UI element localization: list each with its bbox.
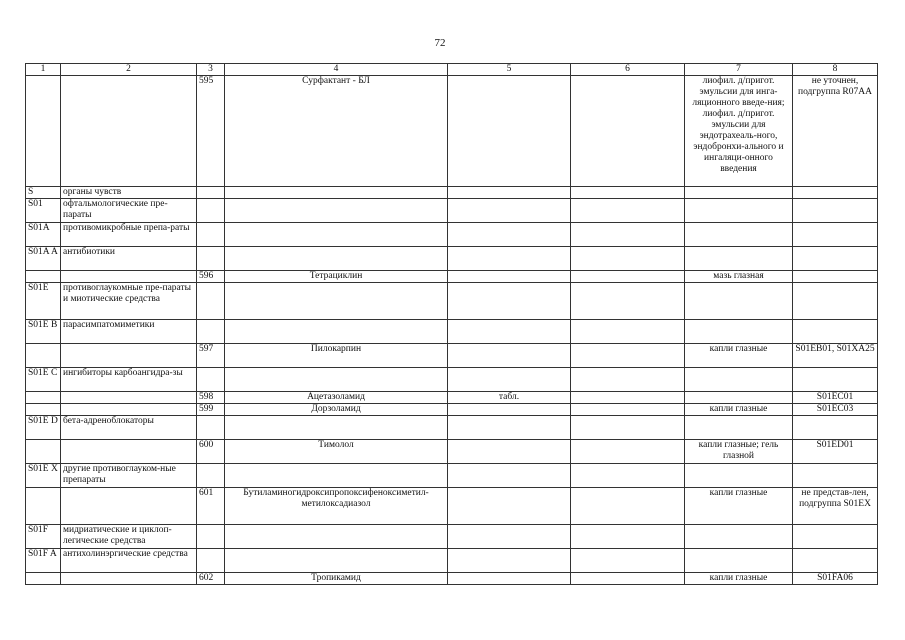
column-6-cell xyxy=(571,368,685,392)
drug-name xyxy=(225,223,448,247)
column-5-cell xyxy=(448,320,571,344)
dosage-form xyxy=(685,223,793,247)
column-6-cell xyxy=(571,488,685,525)
atc-code: S01EC03 xyxy=(793,404,878,416)
column-6-cell xyxy=(571,525,685,549)
column-6-cell xyxy=(571,199,685,223)
atc-group-code xyxy=(26,392,61,404)
drug-name: Пилокарпин xyxy=(225,344,448,368)
dosage-form xyxy=(685,416,793,440)
table-row xyxy=(26,344,878,368)
atc-group-name xyxy=(61,344,197,368)
drug-number: 601 xyxy=(197,488,225,525)
atc-group-code: S01F xyxy=(26,525,61,549)
atc-code: S01EB01, S01XA25 xyxy=(793,344,878,368)
column-5-cell xyxy=(448,549,571,573)
column-6-cell xyxy=(571,404,685,416)
drug-name xyxy=(225,247,448,271)
dosage-form: капли глазные xyxy=(685,573,793,585)
table-row xyxy=(26,488,878,525)
atc-group-code xyxy=(26,488,61,525)
atc-code xyxy=(793,525,878,549)
drug-name xyxy=(225,464,448,488)
drug-name xyxy=(225,416,448,440)
table-row xyxy=(26,525,878,549)
atc-code: не представ-лен, подгруппа S01EX xyxy=(793,488,878,525)
atc-code xyxy=(793,320,878,344)
atc-code xyxy=(793,283,878,320)
table-row xyxy=(26,573,878,585)
column-header: 8 xyxy=(793,64,878,76)
atc-group-code xyxy=(26,271,61,283)
column-header: 4 xyxy=(225,64,448,76)
atc-code xyxy=(793,271,878,283)
atc-group-code: S01F A xyxy=(26,549,61,573)
atc-group-name: другие противоглауком-ные препараты xyxy=(61,464,197,488)
column-6-cell xyxy=(571,392,685,404)
atc-group-name xyxy=(61,573,197,585)
table-row xyxy=(26,392,878,404)
atc-code xyxy=(793,187,878,199)
atc-group-name: противоглаукомные пре-параты и миотические средства xyxy=(61,283,197,320)
drug-number xyxy=(197,320,225,344)
drug-number: 597 xyxy=(197,344,225,368)
dosage-form: мазь глазная xyxy=(685,271,793,283)
drug-name xyxy=(225,525,448,549)
atc-group-code: S xyxy=(26,187,61,199)
drug-number: 595 xyxy=(197,76,225,187)
drug-number xyxy=(197,283,225,320)
atc-group-name: органы чувств xyxy=(61,187,197,199)
atc-group-name xyxy=(61,404,197,416)
column-5-cell xyxy=(448,573,571,585)
dosage-form xyxy=(685,320,793,344)
table-row xyxy=(26,187,878,199)
column-5-cell xyxy=(448,247,571,271)
drug-list-table xyxy=(25,63,878,585)
drug-name xyxy=(225,283,448,320)
atc-group-name: антихолинэргические средства xyxy=(61,549,197,573)
drug-number: 600 xyxy=(197,440,225,464)
table-row xyxy=(26,404,878,416)
column-6-cell xyxy=(571,76,685,187)
atc-group-name: мидриатические и циклоп-легические средства xyxy=(61,525,197,549)
drug-name: Ацетазоламид xyxy=(225,392,448,404)
atc-code: S01FA06 xyxy=(793,573,878,585)
column-6-cell xyxy=(571,187,685,199)
dosage-form xyxy=(685,549,793,573)
drug-number xyxy=(197,464,225,488)
atc-group-code: S01E D xyxy=(26,416,61,440)
atc-group-code: S01E C xyxy=(26,368,61,392)
column-6-cell xyxy=(571,549,685,573)
atc-group-name xyxy=(61,440,197,464)
atc-group-name: бета-адреноблокаторы xyxy=(61,416,197,440)
drug-name: Бутиламиногидроксипропоксифеноксиметил-метилоксадиазол xyxy=(225,488,448,525)
column-6-cell xyxy=(571,223,685,247)
dosage-form: лиофил. д/пригот. эмульсии для инга-ляционного введе-ния; лиофил. д/пригот. эмульсии для эндотрахеаль-ного, эндобронхи-ального и ингаляци-онного введения xyxy=(685,76,793,187)
table-row xyxy=(26,416,878,440)
atc-group-name xyxy=(61,271,197,283)
atc-code xyxy=(793,223,878,247)
dosage-form xyxy=(685,464,793,488)
column-5-cell xyxy=(448,223,571,247)
column-header: 3 xyxy=(197,64,225,76)
atc-group-name: противомикробные препа-раты xyxy=(61,223,197,247)
drug-number xyxy=(197,199,225,223)
table-row xyxy=(26,549,878,573)
column-6-cell xyxy=(571,416,685,440)
column-5-cell xyxy=(448,488,571,525)
atc-group-code xyxy=(26,440,61,464)
column-number-header xyxy=(26,64,878,76)
table-row xyxy=(26,271,878,283)
atc-code xyxy=(793,368,878,392)
atc-code xyxy=(793,464,878,488)
column-5-cell: табл. xyxy=(448,392,571,404)
atc-group-name: ингибиторы карбоангидра-зы xyxy=(61,368,197,392)
drug-name: Тимолол xyxy=(225,440,448,464)
atc-group-code: S01E B xyxy=(26,320,61,344)
atc-group-code xyxy=(26,76,61,187)
drug-number: 602 xyxy=(197,573,225,585)
drug-number: 599 xyxy=(197,404,225,416)
page-number: 72 xyxy=(434,37,446,49)
atc-code xyxy=(793,247,878,271)
column-5-cell xyxy=(448,440,571,464)
atc-group-code: S01A xyxy=(26,223,61,247)
column-header: 1 xyxy=(26,64,61,76)
column-5-cell xyxy=(448,416,571,440)
table-row xyxy=(26,223,878,247)
atc-code: не уточнен, подгруппа R07AA xyxy=(793,76,878,187)
atc-group-name xyxy=(61,76,197,187)
dosage-form xyxy=(685,199,793,223)
drug-number xyxy=(197,525,225,549)
drug-name xyxy=(225,199,448,223)
drug-name: Сурфактант - БЛ xyxy=(225,76,448,187)
drug-number xyxy=(197,223,225,247)
atc-group-code: S01E X xyxy=(26,464,61,488)
column-5-cell xyxy=(448,525,571,549)
table-row xyxy=(26,368,878,392)
column-5-cell xyxy=(448,199,571,223)
column-5-cell xyxy=(448,271,571,283)
atc-group-name xyxy=(61,488,197,525)
atc-code xyxy=(793,416,878,440)
column-5-cell xyxy=(448,187,571,199)
dosage-form xyxy=(685,368,793,392)
drug-number: 596 xyxy=(197,271,225,283)
column-6-cell xyxy=(571,440,685,464)
column-5-cell xyxy=(448,344,571,368)
atc-group-code xyxy=(26,573,61,585)
column-5-cell xyxy=(448,404,571,416)
column-5-cell xyxy=(448,283,571,320)
column-6-cell xyxy=(571,283,685,320)
atc-code xyxy=(793,549,878,573)
dosage-form: капли глазные xyxy=(685,488,793,525)
atc-group-code xyxy=(26,344,61,368)
drug-name: Тетрациклин xyxy=(225,271,448,283)
atc-code: S01ED01 xyxy=(793,440,878,464)
drug-number xyxy=(197,416,225,440)
atc-group-code: S01A A xyxy=(26,247,61,271)
column-header: 2 xyxy=(61,64,197,76)
drug-number xyxy=(197,187,225,199)
column-header: 7 xyxy=(685,64,793,76)
table-row xyxy=(26,440,878,464)
table-row xyxy=(26,283,878,320)
column-header: 5 xyxy=(448,64,571,76)
drug-name: Тропикамид xyxy=(225,573,448,585)
dosage-form xyxy=(685,283,793,320)
drug-number xyxy=(197,368,225,392)
atc-group-name: парасимпатомиметики xyxy=(61,320,197,344)
drug-name: Дорзоламид xyxy=(225,404,448,416)
drug-number xyxy=(197,549,225,573)
atc-group-code xyxy=(26,404,61,416)
drug-name xyxy=(225,549,448,573)
dosage-form xyxy=(685,525,793,549)
column-6-cell xyxy=(571,320,685,344)
dosage-form: капли глазные; гель глазной xyxy=(685,440,793,464)
atc-code: S01EC01 xyxy=(793,392,878,404)
table-row xyxy=(26,464,878,488)
drug-number xyxy=(197,247,225,271)
column-6-cell xyxy=(571,573,685,585)
table-row xyxy=(26,247,878,271)
dosage-form xyxy=(685,247,793,271)
column-6-cell xyxy=(571,247,685,271)
column-6-cell xyxy=(571,464,685,488)
atc-group-name xyxy=(61,392,197,404)
atc-group-name: антибиотики xyxy=(61,247,197,271)
atc-group-name: офтальмологические пре-параты xyxy=(61,199,197,223)
dosage-form xyxy=(685,392,793,404)
drug-name xyxy=(225,368,448,392)
column-5-cell xyxy=(448,464,571,488)
dosage-form: капли глазные xyxy=(685,404,793,416)
dosage-form: капли глазные xyxy=(685,344,793,368)
column-5-cell xyxy=(448,76,571,187)
atc-group-code: S01 xyxy=(26,199,61,223)
column-6-cell xyxy=(571,344,685,368)
drug-number: 598 xyxy=(197,392,225,404)
column-5-cell xyxy=(448,368,571,392)
atc-code xyxy=(793,199,878,223)
table-row xyxy=(26,199,878,223)
column-header: 6 xyxy=(571,64,685,76)
atc-group-code: S01E xyxy=(26,283,61,320)
dosage-form xyxy=(685,187,793,199)
drug-name xyxy=(225,320,448,344)
table-row xyxy=(26,76,878,187)
column-6-cell xyxy=(571,271,685,283)
drug-name xyxy=(225,187,448,199)
table-row xyxy=(26,320,878,344)
